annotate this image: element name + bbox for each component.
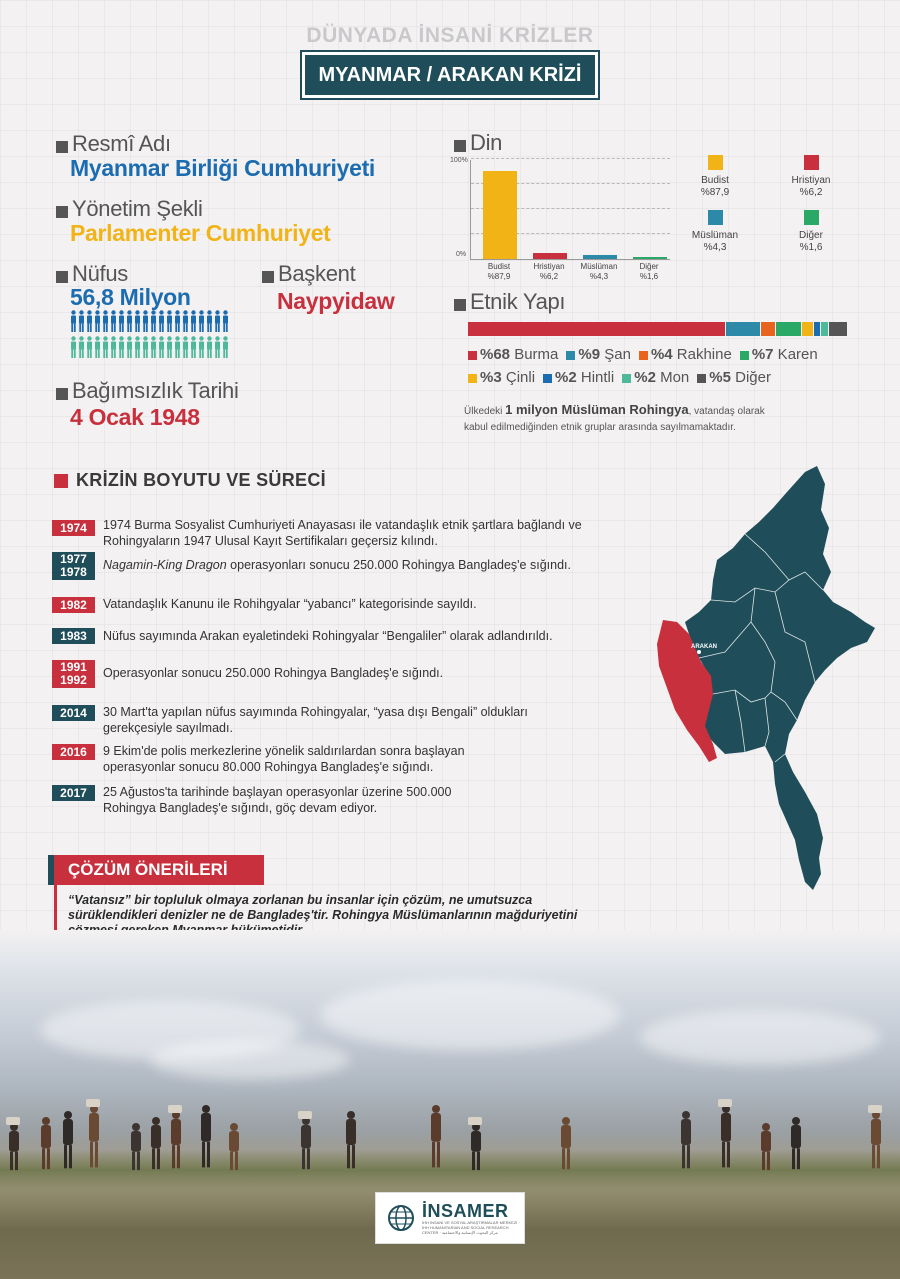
logo-name: İNSAMER [422,1200,509,1221]
government-label-row [56,196,203,222]
person-icon [126,310,133,332]
person-icon [214,336,221,358]
walker-silhouette [561,1117,571,1169]
legend-swatch [708,155,723,170]
timeline-year-start: 1977 [60,552,87,566]
timeline-event-text: 30 Mart'ta yapılan nüfus sayımında Rohingyalar, “yasa dışı Bengali” oldukları gerekçesiyle sayılmadı. [103,705,528,735]
walker-silhouette [468,1117,482,1170]
person-icon [214,310,221,332]
ethnic-legend-pct: %2 [555,369,577,386]
legend-name: Hristiyan [791,175,831,186]
religion-value-label: %1,6 [639,272,659,281]
religion-x-label [527,262,571,282]
ethnic-label: Etnik Yapı [470,289,566,314]
person-icon [118,310,125,332]
official-name-value: Myanmar Birliği Cumhuriyeti [70,155,376,181]
page-title: MYANMAR / ARAKAN KRİZİ [302,52,598,98]
walker-silhouette [168,1105,182,1168]
walker-silhouette [151,1117,161,1169]
timeline-year-start: 1991 [60,660,87,674]
ethnic-legend-item [639,346,732,363]
timeline-title-text: KRİZİN BOYUTU VE SÜRECİ [76,470,326,490]
ethnic-legend-pct: %2 [634,369,656,386]
walker-silhouette [431,1105,441,1167]
walker-silhouette [681,1111,691,1168]
ethnic-legend-name: Diğer [730,369,771,386]
ethnic-legend-swatch [622,374,631,383]
religion-chart [470,160,670,260]
ethnic-segment-diğer [829,322,848,336]
independence-value: 4 Ocak 1948 [70,404,200,430]
ethnic-legend-swatch [740,351,749,360]
religion-legend-item [680,210,750,254]
person-icon [102,310,109,332]
ethnic-legend-name: Rakhine [672,346,732,363]
person-icon [110,336,117,358]
insamer-logo [375,1192,525,1244]
timeline-year: 2016 [52,744,95,760]
timeline-title [54,470,326,491]
bullet-square-icon [56,206,68,218]
person-icon [222,336,229,358]
ethnic-legend-pct: %9 [578,346,601,363]
religion-value-label: %87,9 [487,272,511,281]
solution-1-line-1: “Vatansız” bir topluluk olmaya zorlanan bu insanlar için çözüm, ne umutsuzca [68,893,533,907]
religion-x-label [477,262,521,282]
timeline-year: 2017 [52,785,95,801]
ethnic-legend-pct: %3 [480,369,502,386]
ethnic-segment-karen [776,322,803,336]
religion-category-label: Budist [487,262,511,271]
ethnic-legend-item [697,369,771,386]
independence-label-row [56,378,239,404]
walking-refugees-silhouettes [0,1085,900,1175]
person-icon [86,336,93,358]
person-icon [206,310,213,332]
ethnic-legend-swatch [543,374,552,383]
timeline-event-text: Operasyonlar sonucu 250.000 Rohingya Bangladeş'e sığındı. [103,666,444,680]
government-label: Yönetim Şekli [72,196,203,221]
timeline-event-text: Vatandaşlık Kanunu ile Rohihgyalar “yabancı” kategorisinde sayıldı. [103,597,477,611]
person-icon [126,336,133,358]
ethnic-note-line2: kabul edilmediğinden etnik gruplar arasında sayılmamaktadır. [464,422,736,433]
bullet-square-icon [56,271,68,283]
page-kicker: DÜNYADA İNSANİ KRİZLER [306,24,594,47]
timeline-year-end: 1992 [60,673,87,687]
population-people-icons [70,310,238,362]
timeline-event-text: 25 Ağustos'ta tarihinde başlayan operasyonlar üzerine 500.000 Rohingya Bangladeş'e sığındı, göç devam ediyor. [103,785,452,815]
religion-category-label: Diğer [639,262,659,271]
person-icon [94,310,101,332]
ethnic-legend-swatch [468,351,477,360]
ytick-0: 0% [456,251,467,258]
globe-logo-icon [386,1203,416,1233]
person-icon [150,310,157,332]
person-icon [174,336,181,358]
religion-bar-müslüman [583,255,617,259]
walker-silhouette [346,1111,356,1168]
timeline-event-text: 9 Ekim'de polis merkezlerine yönelik saldırılardan sonra başlayan operasyonlar sonucu 80.000 Rohingya Bangladeş'e sığındı. [103,744,465,774]
ethnic-note-prefix: Ülkedeki [464,406,503,417]
ethnic-legend-item [740,346,818,363]
person-icon [134,336,141,358]
government-value: Parlamenter Cumhuriyet [70,220,331,246]
bullet-square-icon [56,141,68,153]
legend-value: %1,6 [799,242,823,253]
walker-silhouette [298,1111,312,1169]
religion-bar-budist [483,171,517,259]
legend-swatch [804,155,819,170]
population-label: Nüfus [72,261,128,286]
walker-silhouette [201,1105,211,1167]
solution-1-line-2: sürüklendikleri denizler ne de Bangladeş'tir. Rohingya Müslümanlarının mağduriyetini [68,908,578,922]
ethnic-note [464,402,794,436]
religion-bar-hristiyan [533,253,567,259]
ethnic-legend-swatch [639,351,648,360]
official-name-label: Resmî Adı [72,131,171,156]
religion-x-label [577,262,621,282]
ethnic-legend-pct: %5 [709,369,731,386]
religion-legend-item [680,155,750,199]
timeline-year-end: 1978 [60,565,87,579]
person-icon [198,310,205,332]
ethnic-segment-hintli [814,322,822,336]
person-icon [206,336,213,358]
arakan-marker-icon [697,650,701,654]
person-icon [222,310,229,332]
person-icon [142,310,149,332]
person-icon [174,310,181,332]
ethnic-legend-name: Karen [773,346,818,363]
religion-bar-diğer [633,257,667,259]
person-icon [118,336,125,358]
ethnic-legend-row-1 [468,346,826,364]
legend-value: %87,9 [700,187,730,198]
person-icon [190,310,197,332]
religion-value-label: %4,3 [589,272,609,281]
person-icon [142,336,149,358]
legend-name: Diğer [799,230,823,241]
ethnic-legend-item [566,346,631,363]
ethnic-legend-swatch [468,374,477,383]
walker-silhouette [41,1117,51,1169]
people-row-teal [70,336,238,358]
capital-label: Başkent [278,261,356,286]
ethnic-legend-item [543,369,614,386]
ethnic-legend-name: Çinli [501,369,536,386]
legend-value: %4,3 [703,242,727,253]
ethnic-segment-mon [821,322,829,336]
walker-silhouette [718,1099,732,1167]
person-icon [150,336,157,358]
person-icon [70,336,77,358]
capital-value: Naypyidaw [277,288,395,314]
ethnic-legend-pct: %4 [650,346,673,363]
legend-name: Budist [701,175,729,186]
ethnic-label-row [454,289,565,315]
person-icon [102,336,109,358]
person-icon [78,310,85,332]
timeline-year: 2014 [52,705,95,721]
timeline-year-range [52,552,95,580]
timeline-year: 1974 [52,520,95,536]
ethnic-legend-name: Şan [600,346,631,363]
religion-legend-item [776,210,846,254]
bullet-square-icon [454,140,466,152]
ethnic-segment-şan [726,322,760,336]
chart-gridline [471,158,670,159]
religion-label-row [454,130,502,156]
religion-value-label: %6,2 [539,272,559,281]
walker-silhouette [868,1105,882,1168]
religion-x-label [627,262,671,282]
operation-name: Nagamin-King Dragon [103,558,227,572]
ethnic-legend-item [622,369,689,386]
bullet-square-icon [262,271,274,283]
person-icon [158,310,165,332]
logo-subtitle: İHH İNSANİ VE SOSYAL ARAŞTIRMALAR MERKEZİ · İHH HUMANITARIAN AND SOCIAL RESEARCH CENTER · مركز البحوث الإنسانية والاجتماعية [422,1219,520,1235]
population-value: 56,8 Milyon [70,284,191,310]
person-icon [158,336,165,358]
person-icon [166,310,173,332]
arakan-map-label: ARAKAN [691,644,717,650]
religion-legend-item [776,155,846,199]
legend-value: %6,2 [799,187,823,198]
ethnic-legend-pct: %68 [480,346,511,363]
walker-silhouette [86,1099,100,1167]
timeline-event-text: 1974 Burma Sosyalist Cumhuriyeti Anayasası ile vatandaşlık etnik şartlara bağlandı ve Rohingyaların 1947 Ulusal Kayıt Sertifikaları geçersiz kılındı. [103,518,582,548]
people-row-blue [70,310,238,332]
person-icon [70,310,77,332]
timeline-year: 1983 [52,628,95,644]
ethnic-legend-item [468,346,558,363]
walker-silhouette [6,1117,20,1170]
person-icon [86,310,93,332]
official-name-label-row [56,131,171,157]
ethnic-segment-rakhine [761,322,776,336]
capital-label-row [262,261,355,287]
person-icon [190,336,197,358]
timeline-year: 1982 [52,597,95,613]
person-icon [78,336,85,358]
ethnic-note-bold: 1 milyon Müslüman Rohingya [505,402,689,417]
person-icon [182,336,189,358]
ethnic-legend-row-2 [468,369,779,387]
independence-label: Bağımsızlık Tarihi [72,378,239,403]
ethnic-legend-swatch [566,351,575,360]
ethnic-segment-burma [468,322,726,336]
walker-silhouette [229,1123,239,1170]
religion-legend [680,155,880,265]
religion-label: Din [470,130,503,155]
ethnic-stacked-bar [468,322,848,336]
ethnic-segment-çinli [802,322,813,336]
person-icon [198,336,205,358]
timeline-event-text: Nüfus sayımında Arakan eyaletindeki Rohingyalar “Bengaliler” olarak adlandırıldı. [103,629,553,643]
legend-swatch [804,210,819,225]
religion-category-label: Müslüman [580,262,618,271]
legend-swatch [708,210,723,225]
ytick-100: 100% [450,157,468,164]
legend-name: Müslüman [691,230,739,241]
timeline-event-text [103,557,643,573]
person-icon [182,310,189,332]
ethnic-legend-name: Burma [510,346,559,363]
myanmar-main-shape [685,466,875,890]
religion-category-label: Hristiyan [533,262,565,271]
walker-silhouette [63,1111,73,1168]
timeline-event-rest: operasyonları sonucu 250.000 Rohingya Bangladeş'e sığındı. [226,558,571,572]
ethnic-legend-pct: %7 [751,346,774,363]
religion-x-labels [470,262,670,286]
walker-silhouette [131,1123,141,1170]
bullet-square-icon [454,299,466,311]
ethnic-legend-name: Mon [655,369,690,386]
title-square-icon [54,474,68,488]
ethnic-legend-item [468,369,535,386]
person-icon [110,310,117,332]
myanmar-map [655,462,885,894]
bullet-square-icon [56,388,68,400]
person-icon [134,310,141,332]
ethnic-note-line1-end: , vatandaş olarak [688,406,765,417]
person-icon [166,336,173,358]
solutions-title: ÇÖZÜM ÖNERİLERİ [54,855,264,885]
walker-silhouette [791,1117,801,1169]
person-icon [94,336,101,358]
ethnic-legend-name: Hintli [576,369,615,386]
walker-silhouette [761,1123,771,1170]
timeline-year-range [52,660,95,688]
ethnic-legend-swatch [697,374,706,383]
